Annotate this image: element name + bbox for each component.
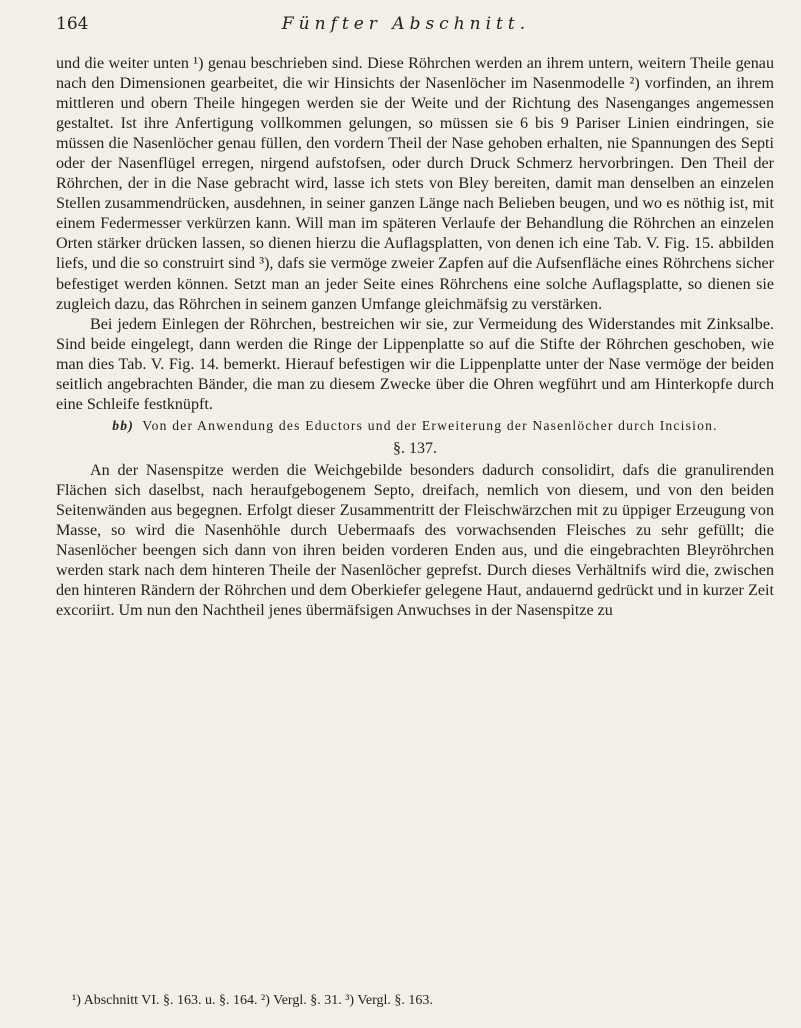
subsection-label: bb) (112, 417, 135, 433)
subsection-title: Von der Anwendung des Eductors und der Erweiterung der Nasenlöcher durch Incision. (142, 417, 718, 433)
running-title: Fünfter Abschnitt. (281, 14, 531, 34)
paragraph: und die weiter unten ¹) genau beschrieben sind. Diese Röhrchen werden an ihrem untern, weitern Theile genau nach den Dimensionen gearbeitet, die wir Hinsichts der Nasenlöcher im Nasenmodelle ²) vorfinden, an ihrem mittleren und obern Theile hingegen werden sie der Weite und der Richtung des Nasenganges angemessen gestaltet. Ist ihre Anfertigung vollkommen gelungen, so müssen sie 6 bis 9 Pariser Linien eindringen, sie müssen die Nasenlöcher genau füllen, den vordern Theil der Nase gehoben erhalten, nie Spannungen des Septi oder der Nasenflügel erregen, nirgend aufstofsen, oder durch Druck Schmerz hervorbringen. Den Theil der Röhrchen, der in die Nase gebracht wird, lasse ich stets von Bley bereiten, damit man denselben an einzelen Stellen zusammendrücken, ausdehnen, in seiner ganzen Länge nach Belieben beugen, und wo es nöthig ist, mit einem Federmesser verkürzen kann. Will man im späteren Verlaufe der Behandlung die Röhrchen an einzelen Orten stärker drücken lassen, so dienen hierzu die Auflagsplatten, von denen ich eine Tab. V. Fig. 15. abbilden liefs, und die so construirt sind ³), dafs sie vermöge zweier Zapfen auf die Aufsenfläche eines Röhrchens sicher befestiget werden können. Setzt man an jeder Seite eines Röhrchens eine solche Auflagsplatte, so dienen sie zugleich dazu, das Röhrchen in seinem ganzen Umfange gleichmäfsig zu verstärken. (56, 55, 774, 313)
section-number: §. 137. (393, 439, 437, 457)
footnotes: ¹) Abschnitt VI. §. 163. u. §. 164. ²) Vergl. §. 31. ³) Vergl. §. 163. (72, 993, 433, 1008)
page-number: 164 (56, 14, 89, 34)
page-header (56, 14, 756, 40)
paragraph: An der Nasenspitze werden die Weichgebilde besonders dadurch consolidirt, dafs die granulirenden Flächen sich daselbst, nach heraufgebogenem Septo, dreifach, nemlich von diesem, und von den beiden Seitenwänden aus begegnen. Erfolgt dieser Zusammentritt der Fleischwärzchen mit zu üppiger Erzeugung von Masse, so wird die Nasenhöhle durch Uebermaafs des vorwachsenden Fleisches zu sehr gefüllt; die Nasenlöcher beengen sich dann von ihren beiden vorderen Enden aus, und die eingebrachten Bleyröhrchen werden stark nach dem hinteren Theile der Nasenlöcher geprefst. Durch dieses Verhältnifs wird die, zwischen den hinteren Rändern der Röhrchen und dem Oberkiefer gelegene Haut, andauernd gedrückt und in kurzer Zeit excoriirt. Um nun den Nachtheil jenes übermäfsigen Anwuchses in der Nasenspitze zu (56, 461, 774, 620)
paragraph: Bei jedem Einlegen der Röhrchen, bestreichen wir sie, zur Vermeidung des Widerstandes mit Zinksalbe. Sind beide eingelegt, dann werden die Ringe der Lippenplatte so auf die Stifte der Röhrchen geschoben, wie man dies Tab. V. Fig. 14. bemerkt. Hierauf befestigen wir die Lippenplatte unter der Nase vermöge der beiden seitlich angebrachten Bänder, die man zu diesem Zwecke über die Ohren wegführt und am Hinterkopfe durch eine Schleife festknüpft. (56, 315, 774, 413)
body-text (56, 54, 774, 621)
subsection-heading (56, 417, 774, 435)
